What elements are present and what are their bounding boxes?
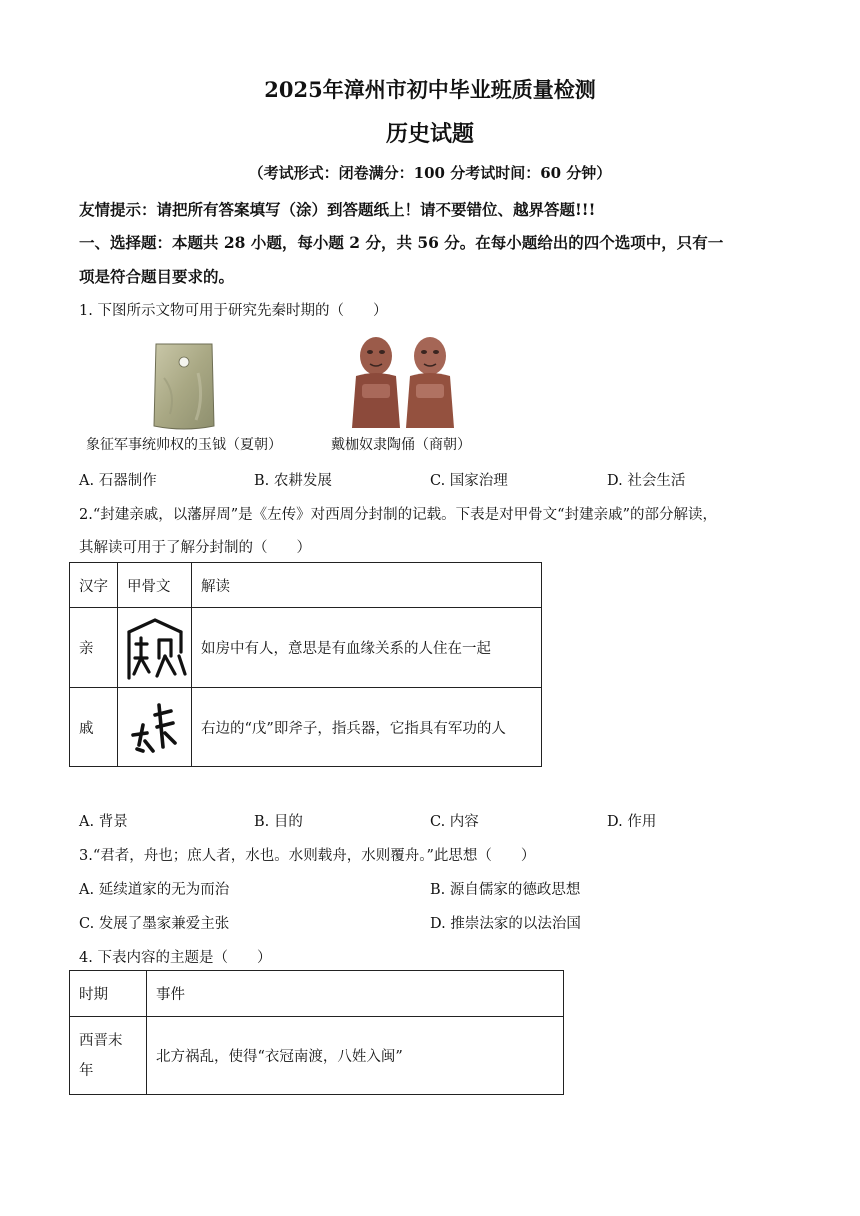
table-header-row [70,563,542,608]
period-line1: 西晋末 [79,1032,123,1049]
q4-stem: 4. 下表内容的主题是（ ） [79,950,272,966]
header-cell: 解读 [192,563,542,608]
oracle-glyph-cell [118,608,192,688]
q3-option-a[interactable]: A. 延续道家的无为而治 [79,882,230,898]
char-cell: 戚 [70,688,118,767]
jade-axe-image [86,338,306,434]
q1-stem: 1. 下图所示文物可用于研究先秦时期的（ ） [79,303,388,319]
q2-option-a[interactable]: A. 背景 [79,814,128,830]
q1-option-c[interactable]: C. 国家治理 [430,473,508,489]
oracle-glyph-qin-icon [119,612,191,684]
q1-caption-1: 象征军事统帅权的玉钺（夏朝） [86,437,282,453]
period-cell [70,1017,147,1095]
table-row [70,1017,564,1095]
header-cell: 汉字 [70,563,118,608]
event-cell: 北方祸乱，使得“衣冠南渡，八姓入闽” [147,1017,564,1095]
oracle-glyph-qi-icon [125,697,185,757]
period-line2: 年 [79,1062,94,1079]
header-cell: 事件 [147,971,564,1017]
q2-option-c[interactable]: C. 内容 [430,814,479,830]
q2-option-b[interactable]: B. 目的 [254,814,303,830]
q3-option-c[interactable]: C. 发展了墨家兼爱主张 [79,916,230,932]
section-heading-line2: 项是符合题目要求的。 [79,267,235,286]
q1-option-b[interactable]: B. 农耕发展 [254,473,332,489]
oracle-glyph-cell [118,688,192,767]
q1-option-a[interactable]: A. 石器制作 [79,473,157,489]
q1-caption-2: 戴枷奴隶陶俑（商朝） [331,437,471,453]
table-row [70,608,542,688]
meaning-cell: 右边的“戊”即斧子，指兵器，它指具有军功的人 [192,688,542,767]
meaning-cell: 如房中有人，意思是有血缘关系的人住在一起 [192,608,542,688]
slave-figurines-image [322,332,502,436]
header-cell: 甲骨文 [118,563,192,608]
exam-subtitle: 历史试题 [385,121,474,147]
table-header-row [70,971,564,1017]
table-row [70,688,542,767]
history-events-table [69,970,564,1095]
header-cell: 时期 [70,971,147,1017]
q3-option-d[interactable]: D. 推崇法家的以法治国 [430,916,581,932]
exam-info: （考试形式：闭卷满分：100 分考试时间：60 分钟） [248,164,612,182]
section-heading-line1: 一、选择题：本题共 28 小题，每小题 2 分，共 56 分。在每小题给出的四个选项中，只有一 [79,233,724,252]
q3-option-b[interactable]: B. 源自儒家的德政思想 [430,882,581,898]
q3-stem: 3.“君者，舟也；庶人者，水也。水则载舟，水则覆舟。”此思想（ ） [79,848,536,864]
char-cell: 亲 [70,608,118,688]
q2-option-d[interactable]: D. 作用 [607,814,657,830]
q2-stem-line2: 其解读可用于了解分封制的（ ） [79,540,311,556]
q2-stem-line1: 2.“封建亲戚，以藩屏周”是《左传》对西周分封制的记载。下表是对甲骨文“封建亲戚”的部分解读， [79,507,717,523]
friendly-tip: 友情提示：请把所有答案填写（涂）到答题纸上！请不要错位、越界答题!!! [79,200,596,219]
q1-option-d[interactable]: D. 社会生活 [607,473,686,489]
oracle-bone-table [69,562,542,767]
exam-title: 2025年漳州市初中毕业班质量检测 [264,77,596,102]
